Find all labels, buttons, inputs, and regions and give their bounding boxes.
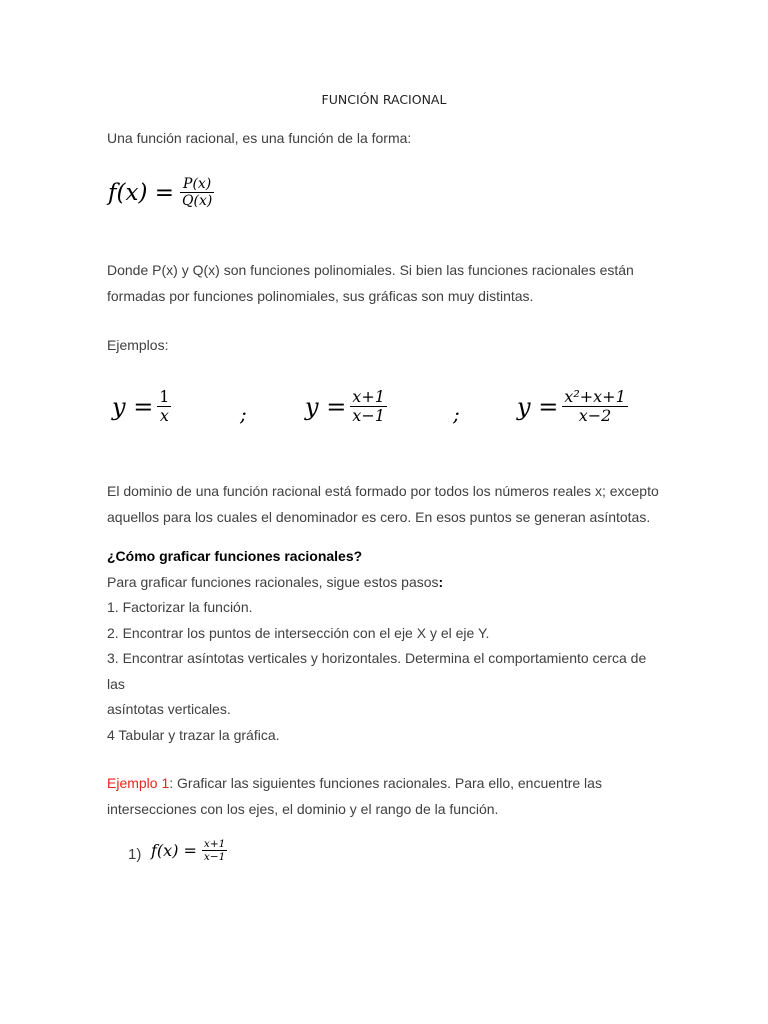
exercise-denominator: x−1 xyxy=(203,851,226,864)
exercise-number: 1) xyxy=(128,846,142,863)
definition-fraction xyxy=(180,176,214,209)
example-formula-3 xyxy=(517,388,630,426)
example-lhs: y = xyxy=(305,392,347,421)
intro-text: Una función racional, es una función de la forma: xyxy=(107,130,412,146)
example-numerator: 1 xyxy=(159,387,170,406)
example-lhs: y = xyxy=(112,392,154,421)
definition-numerator: P(x) xyxy=(183,176,212,192)
description-paragraph xyxy=(107,258,667,309)
domain-paragraph xyxy=(107,479,667,530)
examples-label: Ejemplos: xyxy=(107,337,169,353)
step-item: 1. Factorizar la función. xyxy=(107,599,253,615)
example-fraction xyxy=(157,388,171,426)
example-formula-2 xyxy=(305,388,389,426)
steps-intro-colon: : xyxy=(438,573,444,590)
domain-line: aquellos para los cuales el denominador es cero. En esos puntos se generan asíntotas. xyxy=(107,508,651,525)
example-denominator: x−2 xyxy=(578,406,612,426)
example1-line xyxy=(107,771,667,797)
definition-denominator: Q(x) xyxy=(182,193,213,210)
page-title: FUNCIÓN RACIONAL xyxy=(321,92,447,107)
example-denominator: x−1 xyxy=(352,406,385,426)
exercise-lhs: f(x) = xyxy=(151,841,197,861)
example-numerator: x+1 xyxy=(352,387,385,406)
definition-lhs: f(x) = xyxy=(108,179,175,206)
example-numerator: x²+x+1 xyxy=(564,387,626,406)
howto-heading: ¿Cómo graficar funciones racionales? xyxy=(107,548,363,564)
exercise-fraction xyxy=(202,838,227,863)
step-item: asíntotas verticales. xyxy=(107,701,231,717)
description-line: Donde P(x) y Q(x) son funciones polinomiales. Si bien las funciones racionales están xyxy=(107,262,634,278)
domain-line: El dominio de una función racional está formado por todos los números reales x; excepto xyxy=(107,483,659,499)
example1-colon: : xyxy=(169,775,174,791)
example-separator: ; xyxy=(240,402,247,426)
exercise-numerator: x+1 xyxy=(203,838,226,850)
howto-section xyxy=(107,544,667,748)
definition-formula xyxy=(108,176,216,209)
description-line: formadas por funciones polinomiales, sus gráficas son muy distintas. xyxy=(107,287,534,304)
example-lhs: y = xyxy=(517,392,559,421)
exercise-formula xyxy=(151,838,229,863)
example1-label: Ejemplo 1 xyxy=(107,775,170,791)
example1-text: Graficar las siguientes funciones racionales. Para ello, encuentre las xyxy=(173,775,602,791)
example-formula-1 xyxy=(112,388,173,426)
steps-intro-text: Para graficar funciones racionales, sigue estos pasos xyxy=(107,573,439,590)
step-item: 2. Encontrar los puntos de intersección con el eje X y el eje Y. xyxy=(107,624,490,641)
example-denominator: x xyxy=(159,406,169,426)
steps-intro xyxy=(107,570,667,596)
example1-paragraph xyxy=(107,771,667,822)
example-fraction xyxy=(350,388,387,426)
example1-line: intersecciones con los ejes, el dominio y el rango de la función. xyxy=(107,800,499,817)
example-fraction xyxy=(562,388,627,426)
step-item: 3. Encontrar asíntotas verticales y horizontales. Determina el comportamiento cerca de las xyxy=(107,650,647,692)
example-separator: ; xyxy=(453,402,460,426)
step-item: 4 Tabular y trazar la gráfica. xyxy=(107,726,280,743)
